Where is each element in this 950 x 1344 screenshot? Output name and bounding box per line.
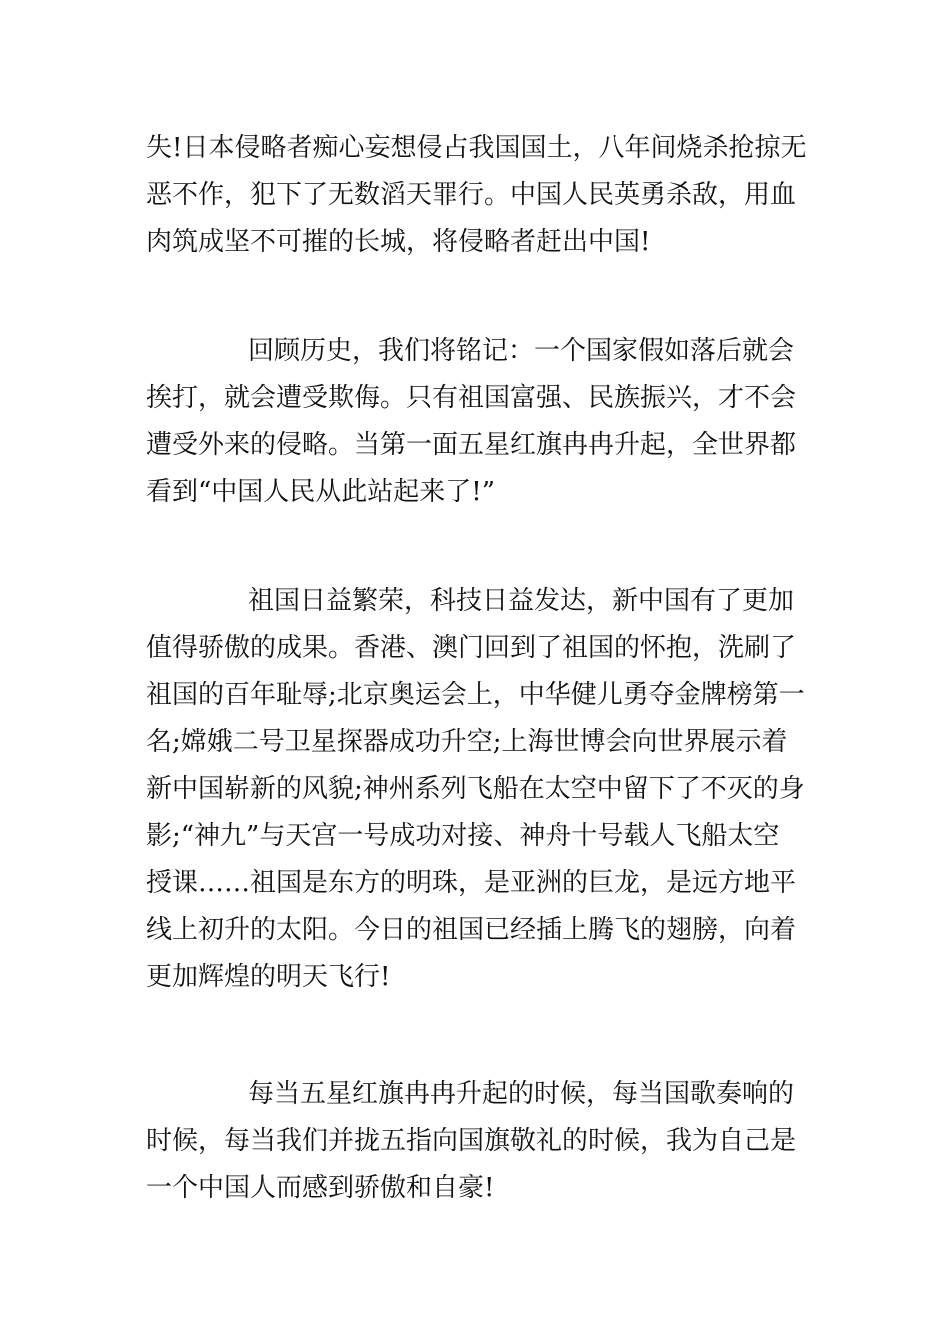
- paragraph-line: 时候，每当我们并拢五指向国旗敬礼的时候，我为自己是: [146, 1126, 797, 1156]
- paragraph-line: 线上初升的太阳。今日的祖国已经插上腾飞的翅膀，向着: [146, 915, 797, 945]
- paragraph-line: 挨打，就会遭受欺侮。只有祖国富强、民族振兴，才不会: [146, 383, 797, 413]
- paragraph-first-line: 回顾历史，我们将铭记：一个国家假如落后就会: [248, 336, 795, 366]
- paragraph-4: [146, 1071, 808, 1212]
- paragraph-line: 失!日本侵略者痴心妄想侵占我国国土，八年间烧杀抢掠无: [146, 133, 807, 163]
- paragraph-line: 授课……祖国是东方的明珠，是亚洲的巨龙，是远方地平: [146, 868, 797, 898]
- paragraph-line: 遭受外来的侵略。当第一面五星红旗冉冉升起，全世界都: [146, 430, 797, 460]
- paragraph-line: 祖国的百年耻辱;北京奥运会上，中华健儿勇夺金牌榜第一: [146, 680, 805, 710]
- paragraph-line: 影;“神九”与天宫一号成功对接、神舟十号载人飞船太空: [146, 821, 780, 851]
- paragraph-line: 名;嫦娥二号卫星探器成功升空;上海世博会向世界展示着: [146, 727, 788, 757]
- paragraph-line: 一个中国人而感到骄傲和自豪!: [146, 1173, 495, 1203]
- paragraph-line: 看到“中国人民从此站起来了!”: [146, 477, 496, 507]
- paragraph-1: [146, 125, 808, 266]
- paragraph-line: 值得骄傲的成果。香港、澳门回到了祖国的怀抱，洗刷了: [146, 633, 797, 663]
- paragraph-3: [146, 578, 808, 1001]
- paragraph-line: 肉筑成坚不可摧的长城，将侵略者赶出中国!: [146, 227, 651, 257]
- paragraph-first-line: 祖国日益繁荣，科技日益发达，新中国有了更加: [248, 586, 795, 616]
- paragraph-line: 更加辉煌的明天飞行!: [146, 962, 391, 992]
- paragraph-first-line: 每当五星红旗冉冉升起的时候，每当国歌奏响的: [248, 1079, 795, 1109]
- paragraph-line: 新中国崭新的风貌;神州系列飞船在太空中留下了不灭的身: [146, 774, 805, 804]
- paragraph-line: 恶不作，犯下了无数滔天罪行。中国人民英勇杀敌，用血: [146, 180, 797, 210]
- paragraph-2: [146, 328, 808, 516]
